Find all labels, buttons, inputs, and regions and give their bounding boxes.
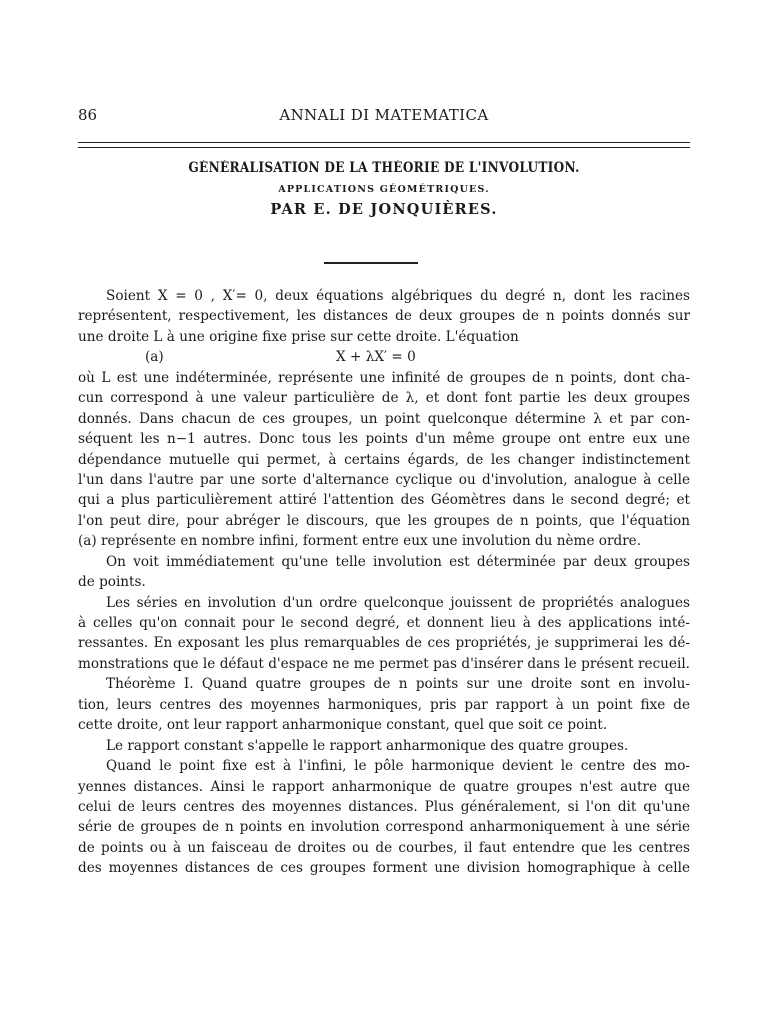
title-separator-rule [324, 262, 418, 264]
text-line: séquent les n−1 autres. Donc tous les points d'un même groupe ont entre eux une [78, 431, 690, 448]
text-line: Le rapport constant s'appelle le rapport anharmonique des quatre groupes. [106, 737, 629, 754]
text-line: où L est une indéterminée, représente une infinité de groupes de n points, dont cha- [78, 369, 690, 386]
text-line: tion, leurs centres des moyennes harmoniques, pris par rapport à un point fixe de [78, 696, 690, 713]
text-line: représentent, respectivement, les distances de deux groupes de n points donnés sur [78, 308, 690, 325]
text-line: celui de leurs centres des moyennes distances. Plus généralement, si l'on dit qu'une [78, 798, 690, 815]
page-number: 86 [78, 106, 98, 124]
text-line: ressantes. En exposant les plus remarquables de ces propriétés, je supprimerai les dé- [78, 635, 690, 652]
text-line: cun correspond à une valeur particulière de λ, et dont font partie les deux groupes [78, 390, 690, 407]
equation-label: (a) [145, 349, 164, 366]
header-rule-bottom [78, 147, 690, 148]
text-line: l'on peut dire, pour abréger le discours, que les groupes de n points, que l'équation [78, 512, 690, 529]
text-line: l'un dans l'autre par une sorte d'alternance cyclique ou d'involution, analogue à celle [78, 471, 690, 488]
text-line: une droite L à une origine fixe prise sur cette droite. L'équation [78, 328, 519, 345]
text-line: donnés. Dans chacun de ces groupes, un point quelconque détermine λ et par con- [78, 410, 690, 427]
title-block [78, 160, 690, 218]
text-line: série de groupes de n points en involution correspond anharmoniquement à une série [78, 819, 690, 836]
running-head [78, 106, 690, 126]
text-line: qui a plus particulièrement attiré l'attention des Géomètres dans le second degré; et [78, 492, 690, 509]
equation-body: X + λX′ = 0 [336, 349, 416, 366]
equation [78, 347, 690, 367]
text-line: cette droite, ont leur rapport anharmonique constant, quel que soit ce point. [78, 717, 608, 734]
text-line: de points ou à un faisceau de droites ou de courbes, il faut entendre que les centres [78, 839, 690, 856]
article-subtitle: APPLICATIONS GÉOMÉTRIQUES. [278, 184, 490, 195]
article-title: GÉNÉRALISATION DE LA THÉORIE DE L'INVOLUTION. [188, 160, 580, 176]
text-line: monstrations que le défaut d'espace ne me permet pas d'insérer dans le présent recueil. [78, 655, 690, 672]
text-line: Quand le point fixe est à l'infini, le pôle harmonique devient le centre des mo- [106, 758, 690, 775]
body-text [78, 286, 690, 879]
text-line: de points. [78, 574, 146, 591]
header-rule-top [78, 142, 690, 143]
text-line: à celles qu'on connait pour le second degré, et donnent lieu à des applications inté- [78, 615, 690, 631]
journal-title: ANNALI DI MATEMATICA [279, 106, 489, 124]
author-line: PAR E. DE JONQUIÈRES. [270, 201, 498, 218]
text-line: dépendance mutuelle qui permet, à certains égards, de les changer indistinctement [78, 451, 690, 468]
text-line: yennes distances. Ainsi le rapport anharmonique de quatre groupes n'est autre que [78, 778, 690, 795]
text-line: des moyennes distances de ces groupes forment une division homographique à celle [78, 860, 690, 877]
text-line: On voit immédiatement qu'une telle involution est déterminée par deux groupes [106, 553, 690, 570]
text-line: Théorème I. Quand quatre groupes de n points sur une droite sont en involu- [106, 676, 690, 693]
text-line: Les séries en involution d'un ordre quelconque jouissent de propriétés analogues [106, 594, 690, 611]
text-line: Soient X = 0 , X′= 0, deux équations algébriques du degré n, dont les racines [106, 288, 690, 304]
text-line: (a) représente en nombre infini, forment entre eux une involution du nème ordre. [78, 533, 642, 550]
